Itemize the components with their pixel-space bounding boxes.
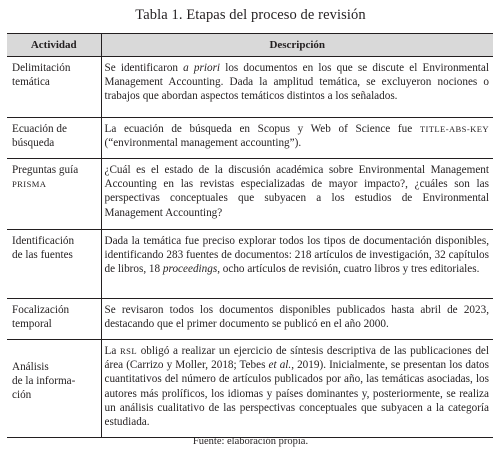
table-row: [7, 299, 493, 340]
table-row: [7, 57, 493, 118]
activity-line: Focalización: [12, 304, 70, 316]
activity-line: Ecuación de: [12, 123, 67, 135]
activity-line: Análisis: [12, 361, 49, 373]
activity-line: búsqueda: [12, 137, 55, 150]
emphasis-text: proceedings: [162, 263, 218, 276]
description-cell: [101, 230, 493, 299]
table-row: [7, 230, 493, 299]
description-cell: [101, 118, 493, 159]
description-text: Se revisaron todos los documentos disponibles publicados hasta abril de 2023, destacando que el primer documento se publicó en el año 2000.: [104, 304, 489, 331]
description-text: , ocho artículos de revisión, cuatro libros y tres editoriales.: [217, 263, 480, 276]
description-text: Dada la temática fue preciso explorar todos los tipos de documentación disponibles, identificando 283 fuentes de documentos: 218 artículos de investigación, 32 capítulos de libros, 18: [104, 235, 489, 276]
table-caption: Tabla 1. Etapas del proceso de revisión: [135, 7, 366, 23]
description-cell: [101, 159, 493, 230]
description-text: La: [104, 345, 121, 357]
emphasis-text: et al.: [268, 359, 292, 372]
activity-line: de la informa-: [12, 375, 76, 388]
review-process-table: [7, 33, 493, 438]
activity-cell: [7, 57, 101, 118]
source-note: Fuente: elaboración propia.: [192, 436, 309, 447]
activity-line: Delimitación: [12, 62, 71, 74]
description-text: ¿Cuál es el estado de la discusión académica sobre Environmental Management Accounting en las revistas especializadas de mayor impacto?, ¿cuáles son las perspectivas conceptuales que subyacen a los estudios de Environmental Management Accounting?: [104, 164, 489, 219]
table-row: [7, 118, 493, 159]
table-row: [7, 159, 493, 230]
activity-line: Preguntas guía: [12, 164, 79, 176]
table-row: [7, 340, 493, 438]
description-text: Se identificaron: [104, 62, 184, 74]
description-text: La ecuación de búsqueda en Scopus y Web of Science fue: [104, 123, 420, 135]
activity-line: PRISMA: [12, 179, 47, 190]
description-cell: [101, 57, 493, 118]
activity-line: temporal: [12, 318, 52, 331]
small-caps-text: RSL: [120, 346, 137, 356]
header-description: Descripción: [101, 34, 493, 57]
small-caps-text: TITLE-ABS-KEY: [419, 124, 489, 134]
description-text: , 2019). Inicialmente, se presentan los datos cuantitativos del número de artículos publicados por año, las temáticas asociadas, los autores más prolíficos, los idiomas y países dominantes y, posteriormente, se realiza un análisis cualitativo de las perspectivas conceptuales que subyacen a la categoría estudiada.: [104, 359, 489, 429]
activity-cell: [7, 230, 101, 299]
emphasis-text: a priori: [183, 62, 221, 74]
description-text: (“environmental management accounting”).: [104, 137, 302, 150]
activity-cell: [7, 159, 101, 230]
activity-cell: [7, 340, 101, 438]
activity-line: ción: [12, 389, 32, 402]
header-activity: Actividad: [7, 34, 101, 57]
description-cell: [101, 340, 493, 438]
activity-cell: [7, 299, 101, 340]
activity-line: temática: [12, 76, 50, 89]
description-text: obligó a realizar un ejercicio de síntesis descriptiva de las publicaciones del área (Carrizo y Moller, 2018; Tebes: [104, 345, 489, 372]
activity-line: Identificación: [12, 235, 75, 247]
table-header-row: [7, 34, 493, 57]
description-text: los documentos en los que se discute el Environmental Management Accounting. Dada la amplitud temática, se excluyeron nociones o trabajos que abordan aspectos temáticos distintos a los señalados.: [104, 62, 489, 103]
activity-line: de las fuentes: [12, 249, 73, 262]
description-cell: [101, 299, 493, 340]
activity-cell: [7, 118, 101, 159]
